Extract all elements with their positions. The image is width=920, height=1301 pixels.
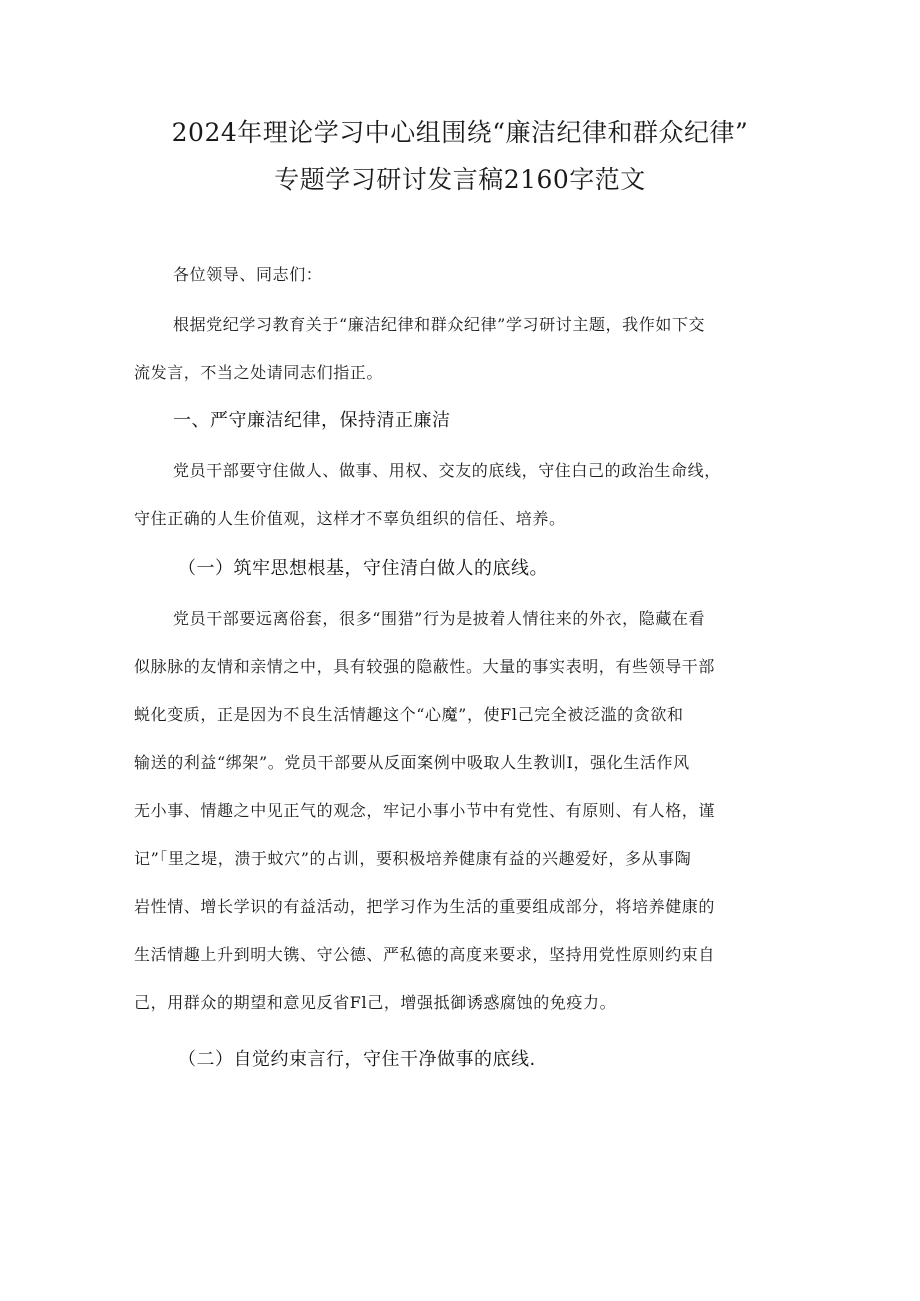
- subsection-1-line: 党员干部要远离俗套，很多“围猎”行为是披着人情往来的外衣，隐藏在看: [173, 609, 706, 628]
- document-title-line-1: 2024年理论学习中心组围绕“廉洁纪律和群众纪律”: [171, 118, 749, 147]
- section-1-heading: 一、严守廉洁纪律，保持清正廉洁: [173, 410, 451, 431]
- intro-line: 根据党纪学习教育关于“廉洁纪律和群众纪律”学习研讨主题，我作如下交: [173, 315, 706, 334]
- section-1-line: 守住正确的人生价值观，这样才不辜负组织的信任、培养。: [134, 509, 566, 528]
- section-1-line: 党员干部要守住做人、做事、用权、交友的底线，守住白己的政治生命线，: [173, 461, 721, 480]
- subsection-1-line: 似脉脉的友情和亲情之中，具有较强的隐蔽性。大量的事实表明，有些领导干部: [134, 657, 716, 676]
- greeting: 各位领导、同志们：: [173, 265, 323, 284]
- document-title-line-2: 专题学习研讨发言稿2160字范文: [274, 165, 646, 194]
- subsection-1-line: 记”「里之堤，溃于蚊穴”的占训，要积极培养健康有益的兴趣爱好，多从事陶: [134, 849, 692, 868]
- subsection-1-line: 输送的利益“绑架”。党员干部要从反面案例中吸取人生教训I，强化生活作风: [134, 753, 690, 772]
- subsection-1-line: 岩性情、增长学识的有益活动，把学习作为生活的重要组成部分，将培养健康的: [134, 897, 716, 916]
- subsection-1-line: 蜕化变质，正是因为不良生活情趣这个“心魔”，使Fl己完全被泛滥的贪欲和: [134, 705, 684, 724]
- subsection-1-line: 生活情趣上升到明大镌、守公德、严私德的高度来要求，坚持用党性原则约束自: [134, 945, 716, 964]
- subsection-1-heading: （一）筑牢思想根基，守住清白做人的底线。: [178, 558, 548, 579]
- intro-line: 流发言，不当之处请同志们指正。: [134, 363, 384, 382]
- subsection-2-heading: （二）自觉约束言行，守住干净做事的底线.: [178, 1049, 536, 1070]
- subsection-1-line: 己，用群众的期望和意见反省Fl己，增强抵御诱惑腐蚀的免疫力。: [134, 993, 617, 1012]
- subsection-1-line: 无小事、情趣之中见正气的观念，牢记小事小节中有党性、有原则、有人格，谨: [134, 801, 716, 820]
